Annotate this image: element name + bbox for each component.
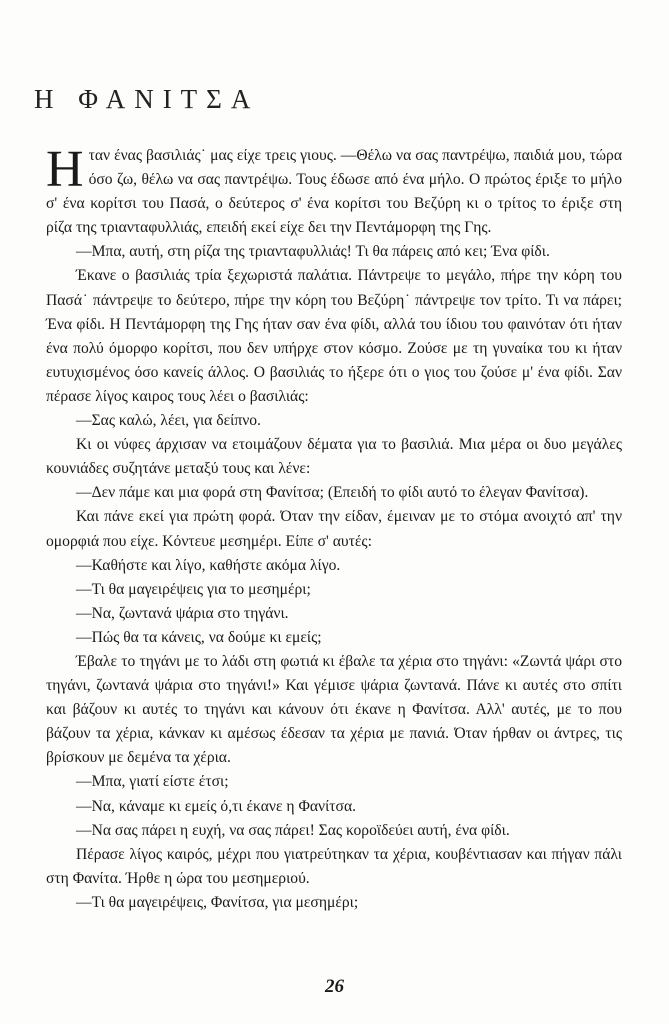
page-number: 26 xyxy=(325,976,344,997)
chapter-title: Η ΦΑΝΙΤΣΑ xyxy=(34,84,260,114)
story-text xyxy=(46,141,622,915)
paragraph: —Τι θα μαγειρέψεις, Φανίτσα, για μεσημέρι; xyxy=(76,893,359,911)
paragraph: —Μπα, γιατί είστε έτσι; xyxy=(76,773,229,791)
paragraph: —Καθήστε και λίγο, καθήστε ακόμα λίγο. xyxy=(76,556,341,574)
paragraph: —Να, ζωντανά ψάρια στο τηγάνι. xyxy=(76,604,289,622)
paragraph: —Να σας πάρει η ευχή, να σας πάρει! Σας κοροϊδεύει αυτή, ένα φίδι. xyxy=(76,821,510,839)
paragraph: —Πώς θα τα κάνεις, να δούμε κι εμείς; xyxy=(76,628,322,646)
paragraph: —Δεν πάμε και μια φορά στη Φανίτσα; (Επειδή το φίδι αυτό το έλεγαν Φανίτσα). xyxy=(76,484,589,502)
paragraph: Έβαλε το τηγάνι με το λάδι στη φωτιά κι έβαλε τα χέρια στο τηγάνι: «Ζωντά ψάρι στο τηγάνι, ζωντανά ψάρια στο τηγάνι!» Και γέμισε ψάρια ζωντανά. Πάνε κι αυτές στο σπίτι και βάζουν κι αυτές το τηγάνι και κάνουν ότι έκανε η Φανίτσα. Αλλ' αυτές, με το που βάζουν τα χέρια, κάνκαν κι αμέσως έδεσαν τα χέρια με πανιά. Όταν ήρθαν οι άντρες, τις βρίσκουν με δεμένα τα χέρια. xyxy=(46,652,622,767)
paragraph: Πέρασε λίγος καιρός, μέχρι που γιατρεύτηκαν τα χέρια, κουβέντιασαν και πήγαν πάλι στη Φανίτα. Ήρθε η ώρα του μεσημεριού. xyxy=(46,845,622,887)
paragraph: Και πάνε εκεί για πρώτη φορά. Όταν την είδαν, έμειναν με το στόμα ανοιχτό απ' την ομορφιά που είχε. Κόντευε μεσημέρι. Είπε σ' αυτές: xyxy=(46,508,622,550)
drop-cap: Η xyxy=(46,141,84,198)
paragraph: ταν ένας βασιλιάς˙ μας είχε τρεις γιους. —Θέλω να σας παντρέψω, παιδιά μου, τώρα όσο ζω, θέλω να σας παντρέψω. Τους έδωσε από ένα μήλο. Ο πρώτος έριξε το μήλο σ' ένα κορίτσι του Πασά, ο δεύτερος σ' ένα κορίτσι του Βεζύρη κι ο τρίτος το έριξε στη ρίζα της τριανταφυλλιάς, επειδή εκεί είχε δει την Πεντάμορφη της Γης. xyxy=(46,147,622,237)
paragraph: —Σας καλώ, λέει, για δείπνο. xyxy=(76,412,261,430)
paragraph: —Μπα, αυτή, στη ρίζα της τριανταφυλλιάς! Τι θα πάρεις από κει; Ένα φίδι. xyxy=(76,243,550,261)
paragraph: —Να, κάναμε κι εμείς ό,τι έκανε η Φανίτσα. xyxy=(76,797,357,815)
paragraph: Κι οι νύφες άρχισαν να ετοιμάζουν δέματα για το βασιλιά. Μια μέρα οι δυο μεγάλες κουνιάδες συζητάνε μεταξύ τους και λένε: xyxy=(46,436,622,478)
first-paragraph xyxy=(46,141,622,240)
paragraph: —Τι θα μαγειρέψεις για το μεσημέρι; xyxy=(76,580,311,598)
paragraph: Έκανε ο βασιλιάς τρία ξεχωριστά παλάτια. Πάντρεψε το μεγάλο, πήρε την κόρη του Πασά˙ πάντρεψε το δεύτερο, πήρε την κόρη του Βεζύρη˙ πάντρεψε τον τρίτο. Τι να πάρει; Ένα φίδι. Η Πεντάμορφη της Γης ήταν σαν ένα φίδι, αλλά του ίδιου του φαινόταν ότι ήταν ένα πολύ όμορφο κορίτσι, που δεν υπήρχε στον κόσμο. Ζούσε με τη γυναίκα του κι ήταν ευτυχισμένος όσο κανείς άλλος. Ο βασιλιάς το ήξερε ότι ο γιος του ζούσε μ' ένα φίδι. Σαν πέρασε λίγος καιρος τους λέει ο βασιλιάς: xyxy=(46,267,622,405)
